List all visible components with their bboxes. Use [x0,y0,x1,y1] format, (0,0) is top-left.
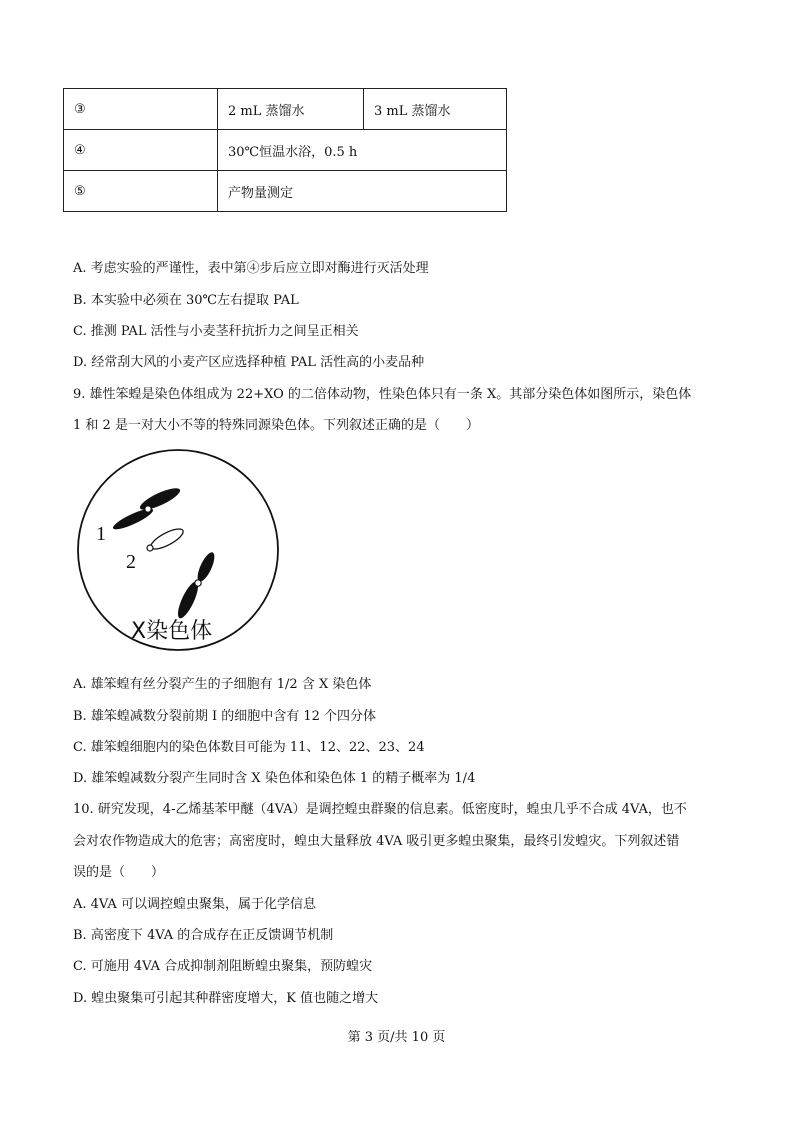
page-footer: 第 3 页/共 10 页 [347,1030,446,1045]
q9-option-b: B. 雄笨蝗减数分裂前期 I 的细胞中含有 12 个四分体 [73,709,377,724]
q8-option-b: B. 本实验中必须在 30℃左右提取 PAL [73,293,299,308]
group-a-cell: 2 mL 蒸馏水 [218,89,364,130]
q10-stem-line2: 会对农作物造成大的危害；高密度时，蝗虫大量释放 4VA 吸引更多蝗虫聚集，最终引发蝗灾。下列叙述错 [73,834,680,849]
q10-stem-line1: 10. 研究发现，4-乙烯基苯甲醚（4VA）是调控蝗虫群聚的信息素。低密度时，蝗虫几乎不合成 4VA，也不 [73,802,687,817]
chromosome-2 [147,525,186,552]
step-cell: ④ [64,130,218,171]
label-2: 2 [126,551,136,573]
q9-stem-line1: 9. 雄性笨蝗是染色体组成为 22+XO 的二倍体动物，性染色体只有一条 X。其部分染色体如图所示，染色体 [73,387,692,402]
q8-option-a: A. 考虑实验的严谨性，表中第④步后应立即对酶进行灭活处理 [73,261,429,276]
q10-option-d: D. 蝗虫聚集可引起其种群密度增大，K 值也随之增大 [73,991,379,1006]
step-cell: ⑤ [64,171,218,212]
q9-option-c: C. 雄笨蝗细胞内的染色体数目可能为 11、12、22、23、24 [73,740,425,755]
label-1: 1 [96,523,106,545]
merged-cell: 产物量测定 [218,171,507,212]
chromosome-diagram [76,446,282,658]
table-row [64,130,507,171]
q8-option-d: D. 经常刮大风的小麦产区应选择种植 PAL 活性高的小麦品种 [73,355,425,370]
q10-stem-line3: 误的是（ ） [73,865,165,880]
merged-cell: 30℃恒温水浴，0.5 h [218,130,507,171]
step-cell: ③ [64,89,218,130]
x-chromosome [174,550,218,620]
q8-option-c: C. 推测 PAL 活性与小麦茎秆抗折力之间呈正相关 [73,324,359,339]
q9-option-d: D. 雄笨蝗减数分裂产生同时含 X 染色体和染色体 1 的精子概率为 1/4 [73,771,476,786]
group-b-cell: 3 mL 蒸馏水 [364,89,507,130]
table-row [64,171,507,212]
q10-option-a: A. 4VA 可以调控蝗虫聚集，属于化学信息 [73,897,316,912]
label-x-chromosome: X染色体 [131,619,213,644]
q10-option-c: C. 可施用 4VA 合成抑制剂阻断蝗虫聚集，预防蝗灾 [73,959,373,974]
experiment-steps-table [63,88,507,212]
table-row [64,89,507,130]
q9-stem-line2: 1 和 2 是一对大小不等的特殊同源染色体。下列叙述正确的是（ ） [73,418,479,433]
q9-option-a: A. 雄笨蝗有丝分裂产生的子细胞有 1/2 含 X 染色体 [73,677,372,692]
q10-option-b: B. 高密度下 4VA 的合成存在正反馈调节机制 [73,928,334,943]
chromosome-1 [111,484,183,533]
